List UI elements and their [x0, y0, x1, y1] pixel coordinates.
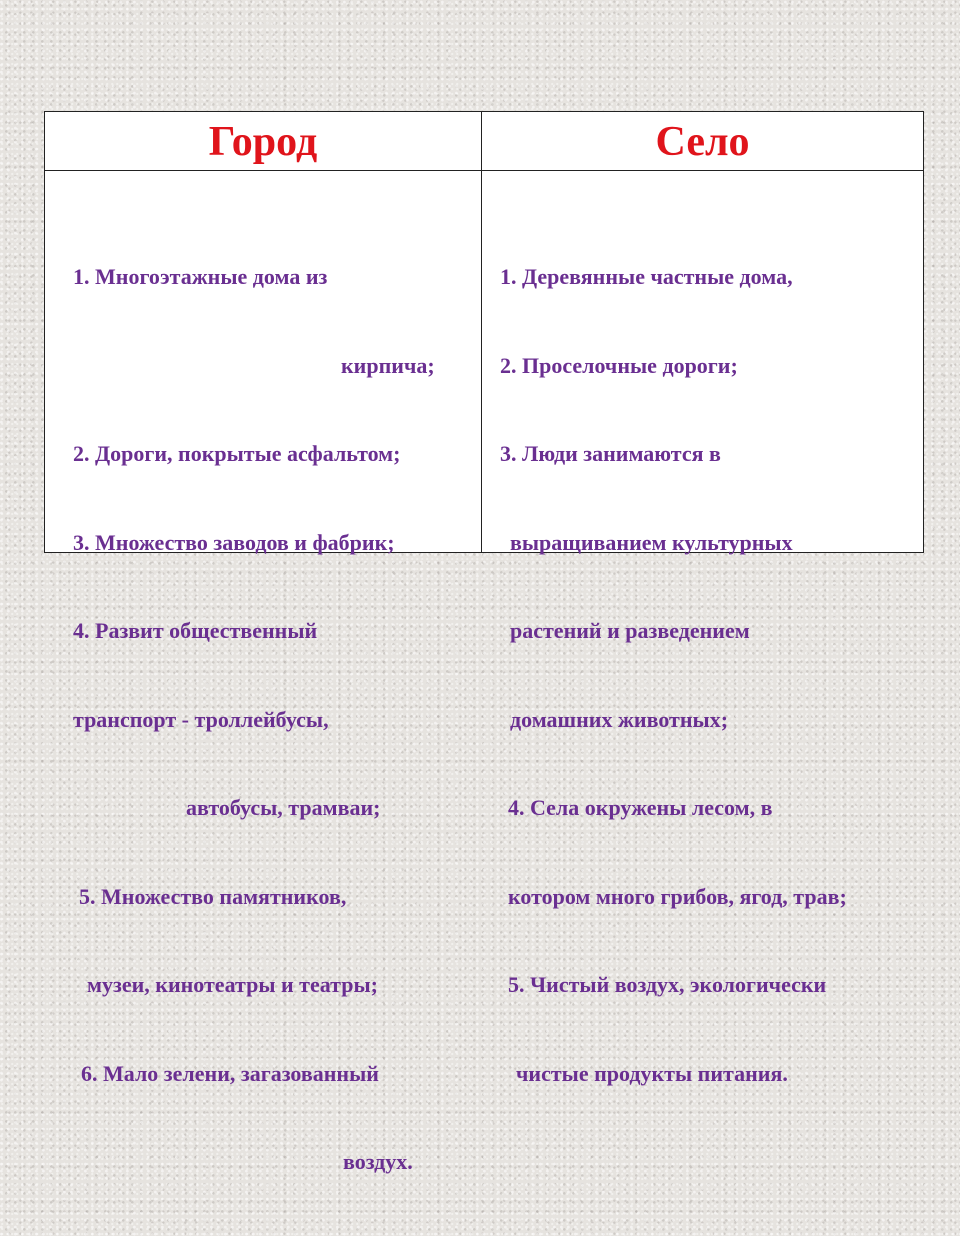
header-village: Село: [655, 119, 750, 165]
list-item: 3. Люди занимаются в: [500, 441, 721, 466]
list-item: 4. Села окружены лесом, в: [508, 795, 773, 820]
list-item: 4. Развит общественный: [73, 618, 318, 643]
list-item: домашних животных;: [510, 706, 729, 732]
list-item: автобусы, трамваи;: [186, 795, 381, 820]
list-item: 3. Множество заводов и фабрик;: [73, 529, 395, 555]
list-item: растений и разведением: [510, 618, 750, 643]
list-item: 2. Дороги, покрытые асфальтом;: [73, 441, 401, 466]
header-divider: [45, 170, 923, 171]
list-item: 5. Чистый воздух, экологически: [508, 972, 827, 997]
list-item: 5. Множество памятников,: [79, 883, 347, 909]
list-item: 2. Проселочные дороги;: [500, 352, 738, 378]
list-item: транспорт - троллейбусы,: [73, 706, 329, 732]
comparison-table: [44, 111, 924, 1174]
list-item: чистые продукты питания.: [516, 1060, 788, 1086]
column-divider: [481, 112, 482, 552]
list-item: 1. Многоэтажные дома из: [73, 264, 328, 289]
list-item: 6. Мало зелени, загазованный: [81, 1060, 379, 1086]
list-item: котором много грибов, ягод, трав;: [508, 883, 847, 909]
list-item: кирпича;: [341, 352, 435, 378]
list-item: музеи, кинотеатры и театры;: [87, 972, 378, 997]
city-features-list: [73, 203, 435, 1236]
list-item: выращиванием культурных: [510, 529, 793, 555]
list-item: воздух.: [343, 1149, 413, 1174]
village-features-list: [500, 203, 847, 1147]
list-item: 1. Деревянные частные дома,: [500, 264, 793, 289]
header-city: Город: [208, 119, 318, 165]
